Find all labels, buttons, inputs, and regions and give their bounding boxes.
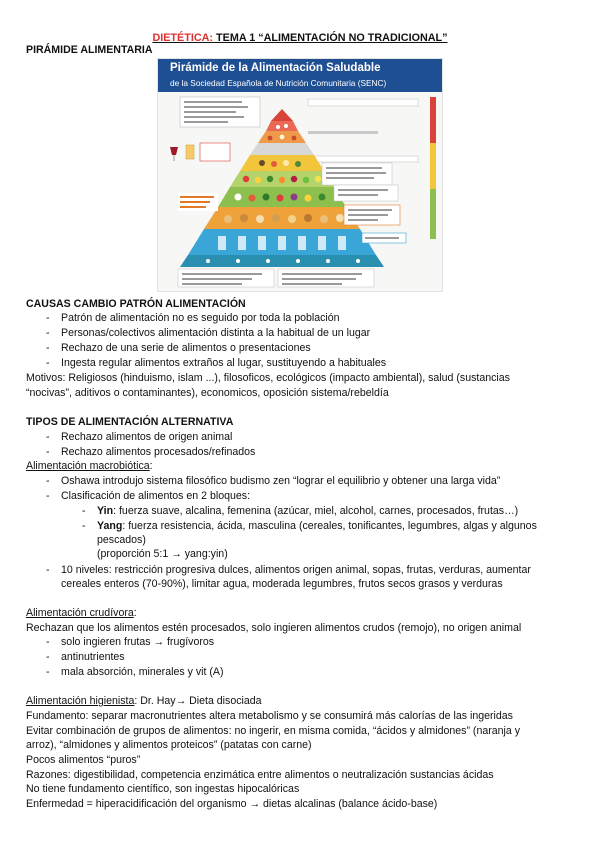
list-item: - Ingesta regular alimentos extraños al lugar, sustituyendo a habituales xyxy=(46,357,387,369)
list-item: - solo ingieren frutas → frugívoros xyxy=(46,636,215,648)
causes-heading: CAUSAS CAMBIO PATRÓN ALIMENTACIÓN xyxy=(26,298,246,310)
crudivora-intro: Rechazan que los alimentos estén procesados, solo ingieren alimentos crudos (remojo), no origen animal xyxy=(26,622,522,634)
list-item: - Rechazo de una serie de alimentos o presentaciones xyxy=(46,342,311,354)
list-item: - Rechazo alimentos procesados/refinados xyxy=(46,446,256,458)
higienista-line: Evitar combinación de grupos de alimentos: no ingerir, en misma comida, “ácidos y almidones” (naranja y xyxy=(26,725,521,737)
macrobiotic-title: Alimentación macrobiótica: xyxy=(26,460,153,472)
list-item: - 10 niveles: restricción progresiva dulces, alimentos origen animal, sopas, frutas, verduras, aumentar xyxy=(46,564,531,576)
types-heading: TIPOS DE ALIMENTACIÓN ALTERNATIVA xyxy=(26,416,234,428)
yang-item-continued: pescados) xyxy=(97,534,146,546)
list-item: - Oshawa introdujo sistema filosófico budismo zen “lograr el equilibrio y obtener una larga vida” xyxy=(46,475,501,487)
title-topic: TEMA 1 “ALIMENTACIÓN NO TRADICIONAL” xyxy=(213,32,448,44)
list-item: - Patrón de alimentación no es seguido por toda la población xyxy=(46,312,340,324)
yang-item: - Yang: fuerza resistencia, ácida, masculina (cereales, tonificantes, legumbres, algas y algunos xyxy=(82,520,537,532)
higienista-line: Fundamento: separar macronutrientes altera metabolismo y se consumirá más calorías de las ingeridas xyxy=(26,710,513,722)
list-item-continued: cereales enteros (70-90%), limitar agua, moderada legumbres, frutos secos grasos y verduras xyxy=(61,578,503,590)
pyramid-graphic xyxy=(158,59,442,291)
pyramid-heading: PIRÁMIDE ALIMENTARIA xyxy=(26,44,153,56)
higienista-line: Pocos alimentos “puros” xyxy=(26,754,141,766)
pyramid-image-title: Pirámide de la Alimentación Saludable xyxy=(170,62,381,74)
list-item: - Clasificación de alimentos en 2 bloques: xyxy=(46,490,251,502)
list-item: - Rechazo alimentos de origen animal xyxy=(46,431,233,443)
list-item: - antinutrientes xyxy=(46,651,125,663)
crudivora-title: Alimentación crudívora: xyxy=(26,607,137,619)
higienista-line: arroz), “almidones y alimentos proteicos” (patatas con carne) xyxy=(26,739,312,751)
higienista-line: Enfermedad = hiperacidificación del organismo → dietas alcalinas (balance ácido-base) xyxy=(26,798,438,810)
pyramid-image-subtitle: de la Sociedad Española de Nutrición Comunitaria (SENC) xyxy=(170,78,387,88)
list-item: - Personas/colectivos alimentación distinta a la habitual de un lugar xyxy=(46,327,371,339)
title-subject: DIETÉTICA: xyxy=(152,32,214,44)
motives-line-2: “nocivas”, aditivos o contaminantes), economicos, oposición sistema/rebeldía xyxy=(26,387,389,399)
list-item: - mala absorción, minerales y vit (A) xyxy=(46,666,224,678)
proportion-note: (proporción 5:1 → yang:yin) xyxy=(97,548,228,560)
higienista-line: Razones: digestibilidad, competencia enzimática entre alimentos o neutralización sustancias ácidas xyxy=(26,769,494,781)
food-pyramid-image xyxy=(157,58,443,292)
higienista-line: No tiene fundamento científico, son ingestas hipocalóricas xyxy=(26,783,300,795)
motives-line-1: Motivos: Religiosos (hinduismo, islam ...), filosoficos, ecológicos (impacto ambiental), salud (sustancias xyxy=(26,372,510,384)
yin-item: - Yin: fuerza suave, alcalina, femenina (azúcar, miel, alcohol, carnes, procesados, frutas…) xyxy=(82,505,519,517)
higienista-title: Alimentación higienista: Dr. Hay→ Dieta disociada xyxy=(26,695,262,707)
